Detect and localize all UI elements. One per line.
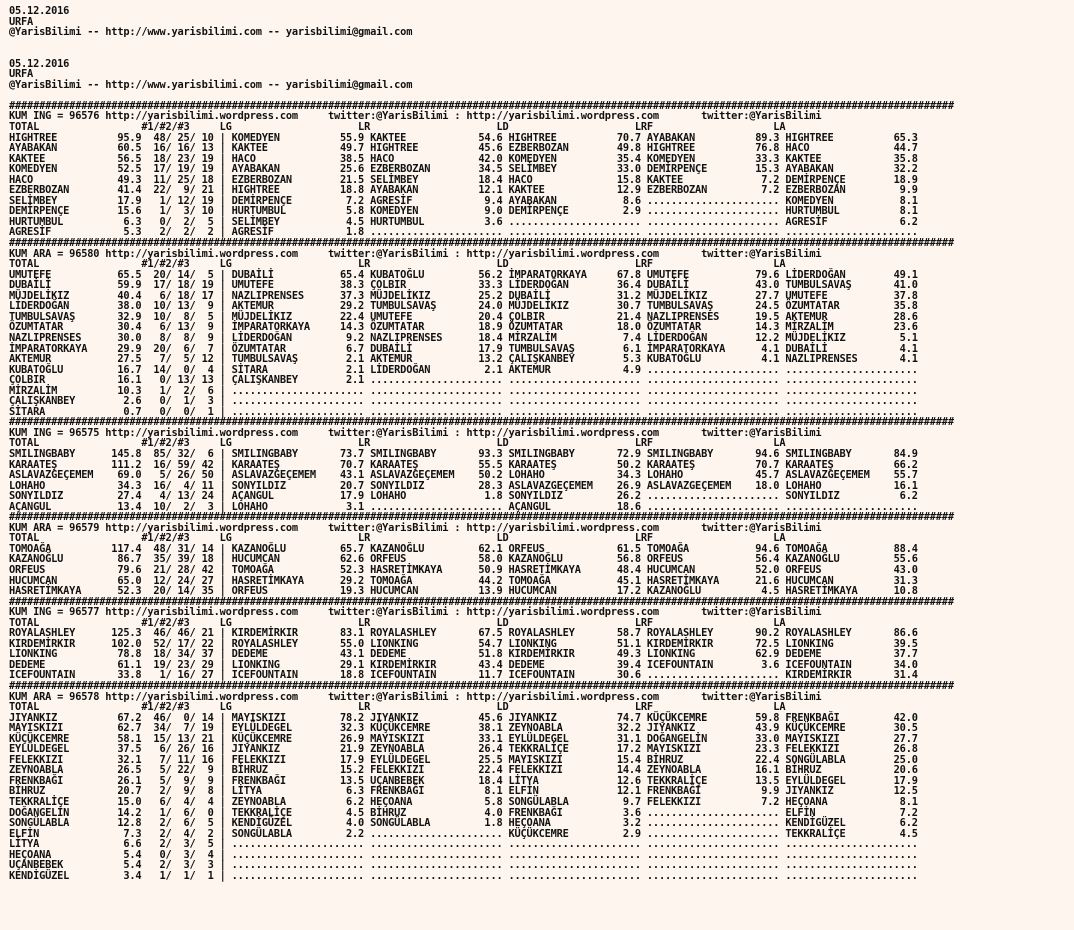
text-line: ############################################################################################################################################################# bbox=[9, 511, 954, 524]
text-line: KIRDEMİRKIR 102.0 52/ 17/ 22 | ROYALASHLEY 55.0 LIONKING 54.7 LIONKING 51.1 KIRDEMİRKIR 72.5 LIONKING 39.5 bbox=[9, 637, 918, 650]
text-line: KUM ARA = 96580 http://yarisbilimi.wordpress.com twitter:@YarisBilimi : http://yarisbilimi.wordpress.com twitter:@YarisBilimi bbox=[9, 247, 822, 260]
text-line: SONGÜLABLA 12.8 2/ 6/ 5 | KENDİGÜZEL 4.0 SONGÜLABLA 1.8 HEÇOANA 3.2 ...................... KENDİGÜZEL 6.2 bbox=[9, 817, 918, 830]
text-line: KAKTEE 56.5 18/ 23/ 19 | HACO 38.5 HACO 42.0 KOMEDYEN 35.4 KOMEDYEN 33.3 KAKTEE 35.8 bbox=[9, 152, 918, 165]
text-line: KUM ING = 96575 http://yarisbilimi.wordpress.com twitter:@YarisBilimi : http://yarisbilimi.wordpress.com twitter:@YarisBilimi bbox=[9, 426, 822, 439]
text-line: TOMOAĞA 117.4 48/ 31/ 14 | KAZANOĞLU 65.7 KAZANOĞLU 62.1 ORFEUS 61.5 TOMOAĞA 94.6 TOMOAĞA 88.4 bbox=[9, 542, 918, 555]
text-line: HASRETİMKAYA 52.3 20/ 14/ 35 | ORFEUS 19.3 HUCUMCAN 13.9 HUCUMCAN 17.2 KAZANOĞLU 4.5 HASRETİMKAYA 10.8 bbox=[9, 585, 918, 598]
text-line: NAZLIPRENSES 30.0 8/ 8/ 9 | LİDERDOĞAN 9.2 NAZLIPRENSES 18.4 MİRZALİM 7.4 LİDERDOĞAN 12.2 MÜJDELİKIZ 5.1 bbox=[9, 331, 918, 344]
text-line: JIYANKIZ 67.2 46/ 0/ 14 | MAYISKIZI 78.2 JIYANKIZ 45.6 JIYANKIZ 74.7 KÜÇÜKCEMRE 59.8 FRENKBAĞI 42.0 bbox=[9, 711, 918, 724]
text-line: KENDİGÜZEL 3.4 1/ 1/ 1 | ...................... ...................... ...................... ...................... ...................... bbox=[9, 869, 918, 882]
text-line: KÜÇÜKCEMRE 58.1 15/ 13/ 21 | KÜÇÜKCEMRE 26.9 MAYISKIZI 33.1 EYLÜLDEGEL 31.1 DOĞANGELİN 33.0 MAYISKIZI 27.7 bbox=[9, 732, 918, 745]
text-line: HUCUMCAN 65.0 12/ 24/ 27 | HASRETİMKAYA 29.2 TOMOAĞA 44.2 TOMOAĞA 45.1 HASRETİMKAYA 21.6 HUCUMCAN 31.3 bbox=[9, 574, 918, 587]
text-line: 05.12.2016 bbox=[9, 57, 70, 70]
text-line: ÇALIŞKANBEY 2.6 0/ 1/ 3 | ...................... ...................... ...................... ...................... ...................... bbox=[9, 395, 918, 408]
text-line: SMILINGBABY 145.8 85/ 32/ 6 | SMILINGBABY 73.7 SMILINGBABY 93.3 SMILINGBABY 72.9 SMILINGBABY 94.6 SMILINGBABY 84.9 bbox=[9, 447, 918, 460]
text-line: KUBATOĞLU 16.7 14/ 0/ 4 | SİTARA 2.1 LİDERDOĞAN 2.1 AKTEMUR 4.9 ...................... ...................... bbox=[9, 363, 918, 376]
text-line: ############################################################################################################################################################# bbox=[9, 99, 954, 112]
text-line: KARAATEŞ 111.2 16/ 59/ 42 | KARAATEŞ 70.7 KARAATEŞ 55.5 KARAATEŞ 50.2 KARAATEŞ 70.7 KARAATEŞ 66.2 bbox=[9, 458, 918, 471]
text-line: KOMEDYEN 52.5 17/ 19/ 19 | AYABAKAN 25.6 EZBERBOZAN 34.5 SELİMBEY 33.0 DEMİRPENÇE 15.3 AYABAKAN 32.2 bbox=[9, 163, 918, 176]
text-line: ORFEUS 79.6 21/ 28/ 42 | TOMOAĞA 52.3 HASRETİMKAYA 50.9 HASRETİMKAYA 48.4 HUCUMCAN 52.0 ORFEUS 43.0 bbox=[9, 563, 918, 576]
text-line: FELEKKIZI 32.1 7/ 11/ 16 | FELEKKIZI 17.9 EYLÜLDEGEL 25.5 MAYISKIZI 15.4 BİHRUZ 22.4 SONGÜLABLA 25.0 bbox=[9, 753, 918, 766]
text-line: DEMİRPENÇE 15.6 1/ 3/ 10 | HURTUMBUL 5.8 KOMEDYEN 9.0 DEMİRPENÇE 2.9 ...................... HURTUMBUL 8.1 bbox=[9, 205, 918, 218]
text-line: DEDEME 61.1 19/ 23/ 29 | LIONKING 29.1 KIRDEMİRKIR 43.4 DEDEME 39.4 ICEFOUNTAIN 3.6 ICEFOUNTAIN 34.0 bbox=[9, 658, 918, 671]
text-line: TOTAL #1/#2/#3 LG LR LD LRF LA bbox=[9, 258, 786, 271]
text-line: FRENKBAĞI 26.1 5/ 9/ 9 | FRENKBAĞI 13.5 UÇANBEBEK 18.4 LİTYA 12.6 TEKKRALİÇE 13.5 EYLÜLDEGEL 17.9 bbox=[9, 774, 918, 787]
text-line: ############################################################################################################################################################# bbox=[9, 680, 954, 692]
text-line: SELİMBEY 17.9 1/ 12/ 19 | DEMİRPENÇE 7.2 AGRESİF 9.4 AYABAKAN 8.6 ...................... KOMEDYEN 8.1 bbox=[9, 194, 918, 207]
text-line: LOHAHO 34.3 16/ 4/ 11 | SONYILDIZ 20.7 SONYILDIZ 28.3 ASLAVAZGEÇEMEM 26.9 ASLAVAZGEÇEMEM 18.0 LOHAHO 16.1 bbox=[9, 479, 918, 492]
text-line: MİRZALİM 10.3 1/ 2/ 6 | ...................... ...................... ...................... ...................... ...................... bbox=[9, 384, 918, 397]
text-line: TOTAL #1/#2/#3 LG LR LD LRF LA bbox=[9, 616, 786, 629]
text-line: HIGHTREE 95.9 48/ 25/ 10 | KOMEDYEN 55.9 KAKTEE 54.6 HIGHTREE 70.7 AYABAKAN 89.3 HIGHTREE 65.3 bbox=[9, 131, 918, 144]
text-line: MÜJDELİKIZ 40.4 6/ 18/ 17 | NAZLIPRENSES 37.3 MÜJDELİKIZ 25.2 DUBAİLİ 31.2 MÜJDELİKIZ 27.7 UMUTEFE 37.8 bbox=[9, 289, 918, 302]
text-line: AGRESİF 5.3 2/ 2/ 2 | AGRESİF 1.8 ...................... ...................... ...................... ...................... bbox=[9, 226, 918, 239]
text-line: ELFİN 7.3 2/ 4/ 2 | SONGÜLABLA 2.2 ...................... KÜÇÜKCEMRE 2.9 ...................... TEKKRALİÇE 4.5 bbox=[9, 827, 918, 840]
text-line: TOTAL #1/#2/#3 LG LR LD LRF LA bbox=[9, 121, 786, 134]
text-line: UMUTEFE 65.5 20/ 14/ 5 | DUBAİLİ 65.4 KUBATOĞLU 56.2 İMPARATORKAYA 67.8 UMUTEFE 79.6 LİDERDOĞAN 49.1 bbox=[9, 268, 918, 281]
text-line: SİTARA 0.7 0/ 0/ 1 | ...................... ...................... ...................... ...................... ...................... bbox=[9, 405, 918, 418]
text-line: HACO 49.3 11/ 25/ 18 | EZBERBOZAN 21.5 SELİMBEY 18.4 HACO 15.8 KAKTEE 7.2 DEMİRPENÇE 18.9 bbox=[9, 173, 918, 186]
text-line: ROYALASHLEY 125.3 46/ 46/ 21 | KIRDEMİRKIR 83.1 ROYALASHLEY 67.5 ROYALASHLEY 58.7 ROYALASHLEY 90.2 ROYALASHLEY 86.6 bbox=[9, 627, 918, 640]
text-line: EYLÜLDEGEL 37.5 6/ 26/ 16 | JIYANKIZ 21.9 ZEYNOABLA 26.4 TEKKRALİÇE 17.2 MAYISKIZI 23.3 FELEKKIZI 26.8 bbox=[9, 743, 918, 756]
text-line: LİTYA 6.6 2/ 3/ 5 | ...................... ...................... ...................... ...................... ...................... bbox=[9, 838, 918, 851]
text-line bbox=[9, 48, 1074, 59]
text-line: EZBERBOZAN 41.4 22/ 9/ 21 | HIGHTREE 18.8 AYABAKAN 12.1 KAKTEE 12.9 EZBERBOZAN 7.2 EZBERBOZAN 9.9 bbox=[9, 184, 918, 197]
text-line: KAZANOĞLU 86.7 35/ 39/ 18 | HUCUMCAN 62.6 ORFEUS 58.0 KAZANOĞLU 56.8 ORFEUS 56.4 KAZANOĞLU 55.6 bbox=[9, 553, 918, 566]
text-line: 05.12.2016 bbox=[9, 5, 70, 17]
text-line: DOĞANGELİN 14.2 1/ 6/ 0 | TEKKRALİÇE 4.5 BİHRUZ 4.0 FRENKBAĞI 3.6 ...................... ELFİN 7.2 bbox=[9, 806, 918, 819]
text-line: TUMBULSAVAŞ 32.9 10/ 8/ 5 | MÜJDELİKIZ 22.4 UMUTEFE 20.4 ÇOLBIR 21.4 NAZLIPRENSES 19.5 AKTEMUR 28.6 bbox=[9, 310, 918, 323]
text-line: URFA bbox=[9, 68, 34, 81]
text-line: TOTAL #1/#2/#3 LG LR LD LRF LA bbox=[9, 437, 786, 450]
text-line: AÇANGUL 13.4 10/ 2/ 3 | LOHAHO 3.1 ...................... AÇANGUL 18.6 ...................... ...................... bbox=[9, 500, 918, 513]
text-line: KUM ING = 96576 http://yarisbilimi.wordpress.com twitter:@YarisBilimi : http://yarisbilimi.wordpress.com twitter:@YarisBilimi bbox=[9, 110, 822, 123]
text-line: KUM ING = 96577 http://yarisbilimi.wordpress.com twitter:@YarisBilimi : http://yarisbilimi.wordpress.com twitter:@YarisBilimi bbox=[9, 606, 822, 619]
text-line: ############################################################################################################################################################# bbox=[9, 416, 954, 429]
text-line: @YarisBilimi -- http://www.yarisbilimi.com -- yarisbilimi@gmail.com bbox=[9, 78, 413, 91]
text-line: @YarisBilimi -- http://www.yarisbilimi.com -- yarisbilimi@gmail.com bbox=[9, 26, 413, 39]
text-line: LIONKING 78.8 18/ 34/ 37 | DEDEME 43.1 DEDEME 51.8 KIRDEMİRKIR 49.3 LIONKING 62.9 DEDEME 37.7 bbox=[9, 648, 918, 661]
text-line: SONYILDIZ 27.4 4/ 13/ 24 | AÇANGUL 17.9 LOHAHO 1.8 SONYILDIZ 26.2 ...................... SONYILDIZ 6.2 bbox=[9, 490, 918, 503]
text-line: AYABAKAN 60.5 16/ 16/ 13 | KAKTEE 49.7 HIGHTREE 45.6 EZBERBOZAN 49.8 HIGHTREE 76.8 HACO 44.7 bbox=[9, 142, 918, 155]
text-line: KUM ARA = 96579 http://yarisbilimi.wordpress.com twitter:@YarisBilimi : http://yarisbilimi.wordpress.com twitter:@YarisBilimi bbox=[9, 521, 822, 534]
text-line: ############################################################################################################################################################# bbox=[9, 595, 954, 608]
text-line: TEKKRALİÇE 15.0 6/ 4/ 4 | ZEYNOABLA 6.2 HEÇOANA 5.8 SONGÜLABLA 9.7 FELEKKIZI 7.2 HEÇOANA 8.1 bbox=[9, 796, 918, 809]
text-line: ICEFOUNTAIN 33.8 1/ 16/ 27 | ICEFOUNTAIN 18.8 ICEFOUNTAIN 11.7 ICEFOUNTAIN 30.6 ...................... KIRDEMİRKIR 31.4 bbox=[9, 669, 918, 682]
text-line bbox=[9, 38, 1074, 49]
text-line: TOTAL #1/#2/#3 LG LR LD LRF LA bbox=[9, 532, 786, 545]
text-line: ############################################################################################################################################################# bbox=[9, 237, 954, 250]
text-line: KUM ARA = 96578 http://yarisbilimi.wordpress.com twitter:@YarisBilimi : http://yarisbilimi.wordpress.com twitter:@YarisBilimi bbox=[9, 690, 822, 703]
text-line: ASLAVAZGEÇEMEM 69.0 5/ 26/ 50 | ASLAVAZGEÇEMEM 43.1 ASLAVAZGEÇEMEM 50.2 LOHAHO 34.3 LOHAHO 45.7 ASLAVAZGEÇEMEM 55.7 bbox=[9, 469, 918, 482]
text-line: HURTUMBUL 6.3 0/ 2/ 5 | SELİMBEY 4.5 HURTUMBUL 3.6 ...................... ...................... AGRESİF 6.2 bbox=[9, 215, 918, 228]
text-line: LİDERDOĞAN 38.0 10/ 13/ 9 | AKTEMUR 29.2 TUMBULSAVAŞ 24.0 MÜJDELİKIZ 30.7 TUMBULSAVAŞ 24.5 ÖZUMTATAR 35.8 bbox=[9, 300, 918, 313]
text-line: MAYISKIZI 62.7 34/ 7/ 19 | EYLÜLDEGEL 32.3 KÜÇÜKCEMRE 38.1 ZEYNOABLA 32.2 JIYANKIZ 43.9 KÜÇÜKCEMRE 30.5 bbox=[9, 722, 918, 735]
text-line: UÇANBEBEK 5.4 2/ 3/ 3 | ...................... ...................... ...................... ...................... ...................... bbox=[9, 859, 918, 872]
text-line: ÖZUMTATAR 30.4 6/ 13/ 9 | İMPARATORKAYA 14.3 ÖZUMTATAR 18.9 ÖZUMTATAR 18.0 ÖZUMTATAR 14.3 MİRZALİM 23.6 bbox=[9, 321, 918, 334]
text-line: URFA bbox=[9, 15, 34, 28]
text-line: DUBAİLİ 59.9 17/ 18/ 19 | UMUTEFE 38.3 ÇOLBIR 33.3 LİDERDOĞAN 36.4 DUBAİLİ 43.0 TUMBULSAVAŞ 41.0 bbox=[9, 279, 918, 292]
text-line: İMPARATORKAYA 29.9 20/ 6/ 7 | ÖZUMTATAR 6.7 DUBAİLİ 17.9 TUMBULSAVAŞ 6.1 İMPARATORKAYA 4.1 DUBAİLİ 4.1 bbox=[9, 342, 918, 355]
text-line: AKTEMUR 27.5 7/ 5/ 12 | TUMBULSAVAŞ 2.1 AKTEMUR 13.2 ÇALIŞKANBEY 5.3 KUBATOĞLU 4.1 NAZLIPRENSES 4.1 bbox=[9, 353, 918, 366]
text-line: HEÇOANA 5.4 0/ 3/ 4 | ...................... ...................... ...................... ...................... ...................... bbox=[9, 848, 918, 861]
text-line: ÇOLBIR 16.1 0/ 13/ 13 | ÇALIŞKANBEY 2.1 ...................... ...................... ...................... ...................... bbox=[9, 374, 918, 387]
text-line: BİHRUZ 20.7 2/ 9/ 8 | LİTYA 6.3 FRENKBAĞI 8.1 ELFİN 12.1 FRENKBAĞI 9.9 JIYANKIZ 12.5 bbox=[9, 785, 918, 798]
text-line: ZEYNOABLA 26.5 5/ 22/ 9 | BİHRUZ 15.2 FELEKKIZI 22.4 FELEKKIZI 14.4 ZEYNOABLA 16.1 BİHRUZ 20.6 bbox=[9, 764, 918, 777]
text-line: TOTAL #1/#2/#3 LG LR LD LRF LA bbox=[9, 701, 786, 714]
